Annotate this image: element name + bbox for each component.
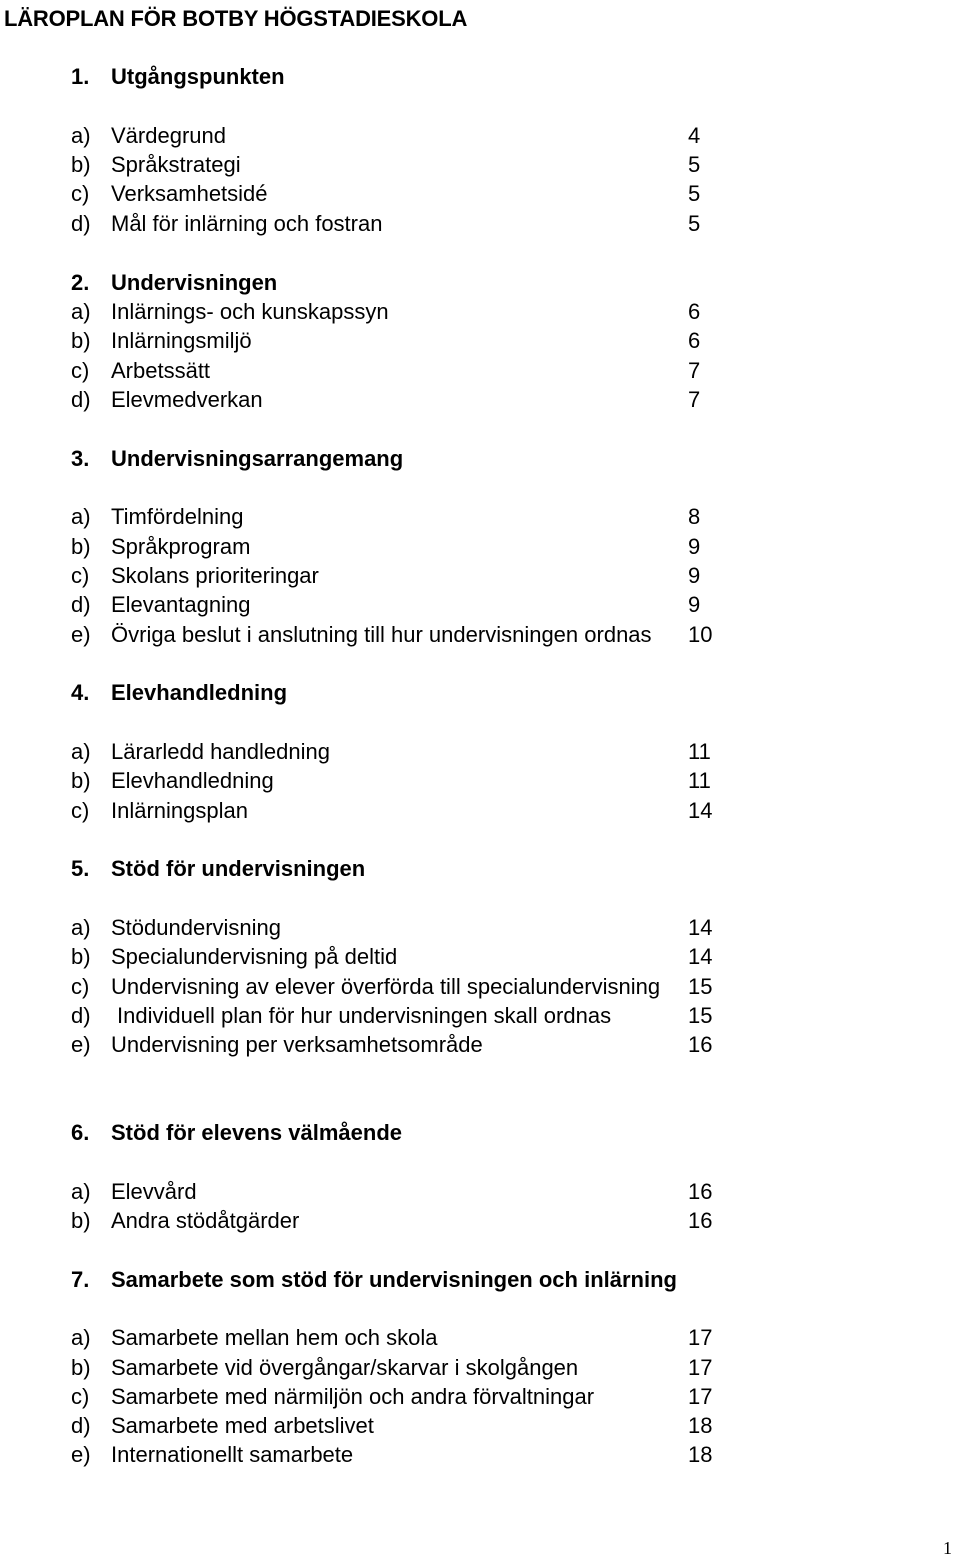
- entry-page: 5: [688, 181, 701, 206]
- entry-page: 5: [688, 152, 701, 177]
- entry-page: 6: [688, 299, 701, 324]
- entry-letter: a): [71, 1179, 91, 1204]
- entry-text: Stödundervisning: [111, 915, 282, 940]
- entry-page: 15: [688, 1003, 713, 1028]
- entry-text: Undervisning per verksamhetsområde: [111, 1032, 483, 1057]
- entry-letter: c): [71, 1384, 90, 1409]
- entry-text: Inlärningsplan: [111, 798, 248, 823]
- entry-page: 8: [688, 504, 701, 529]
- section-title: Stöd för undervisningen: [111, 856, 366, 881]
- entry-text: Timfördelning: [111, 504, 244, 529]
- entry-text: Arbetssätt: [111, 358, 211, 383]
- entry-letter: c): [71, 181, 90, 206]
- entry-page: 6: [688, 328, 701, 353]
- entry-text: Skolans prioriteringar: [111, 563, 319, 588]
- entry-page: 14: [688, 944, 713, 969]
- section-title: Stöd för elevens välmående: [111, 1120, 402, 1145]
- entry-text: Samarbete mellan hem och skola: [111, 1325, 438, 1350]
- entry-page: 10: [688, 622, 713, 647]
- entry-letter: c): [71, 563, 90, 588]
- entry-letter: b): [71, 1355, 91, 1380]
- entry-text: Värdegrund: [111, 123, 226, 148]
- entry-letter: d): [71, 1413, 91, 1438]
- entry-text: Undervisning av elever överförda till specialundervisning: [111, 974, 661, 999]
- section-title: Elevhandledning: [111, 680, 288, 705]
- entry-text: Samarbete vid övergångar/skarvar i skolgången: [111, 1355, 579, 1380]
- entry-letter: c): [71, 358, 90, 383]
- section-number: 2.: [71, 270, 90, 295]
- entry-letter: d): [71, 1003, 91, 1028]
- entry-text: Individuell plan för hur undervisningen skall ordnas: [117, 1003, 612, 1028]
- entry-letter: b): [71, 768, 91, 793]
- entry-page: 9: [688, 563, 701, 588]
- entry-page: 9: [688, 534, 701, 559]
- entry-page: 4: [688, 123, 701, 148]
- section-number: 1.: [71, 64, 90, 89]
- entry-letter: a): [71, 504, 91, 529]
- entry-letter: c): [71, 974, 90, 999]
- entry-letter: b): [71, 534, 91, 559]
- entry-letter: a): [71, 123, 91, 148]
- entry-page: 17: [688, 1325, 713, 1350]
- entry-letter: b): [71, 152, 91, 177]
- entry-text: Samarbete med närmiljön och andra förvaltningar: [111, 1384, 595, 1409]
- section-title: Utgångspunkten: [111, 64, 285, 89]
- entry-text: Språkstrategi: [111, 152, 241, 177]
- entry-page: 17: [688, 1355, 713, 1380]
- entry-text: Språkprogram: [111, 534, 251, 559]
- entry-page: 18: [688, 1442, 713, 1467]
- entry-page: 9: [688, 592, 701, 617]
- section-number: 7.: [71, 1267, 90, 1292]
- section-number: 6.: [71, 1120, 90, 1145]
- entry-page: 14: [688, 915, 713, 940]
- section-title: Undervisningen: [111, 270, 278, 295]
- entry-letter: d): [71, 387, 91, 412]
- entry-page: 16: [688, 1208, 713, 1233]
- entry-letter: e): [71, 1032, 91, 1057]
- entry-letter: c): [71, 798, 90, 823]
- entry-letter: e): [71, 1442, 91, 1467]
- section-title: Samarbete som stöd för undervisningen och inlärning: [111, 1267, 677, 1292]
- entry-letter: a): [71, 915, 91, 940]
- page-number: 1: [943, 1538, 952, 1558]
- section-number: 3.: [71, 446, 90, 471]
- entry-text: Inlärningsmiljö: [111, 328, 252, 353]
- entry-text: Inlärnings- och kunskapssyn: [111, 299, 389, 324]
- entry-page: 16: [688, 1032, 713, 1057]
- entry-page: 5: [688, 211, 701, 236]
- entry-letter: e): [71, 622, 91, 647]
- entry-text: Elevantagning: [111, 592, 251, 617]
- entry-letter: b): [71, 944, 91, 969]
- entry-text: Elevvård: [111, 1179, 197, 1204]
- entry-text: Verksamhetsidé: [111, 181, 268, 206]
- entry-letter: a): [71, 299, 91, 324]
- section-number: 5.: [71, 856, 90, 881]
- entry-letter: a): [71, 739, 91, 764]
- entry-text: Internationellt samarbete: [111, 1442, 354, 1467]
- entry-page: 16: [688, 1179, 713, 1204]
- entry-letter: b): [71, 328, 91, 353]
- entry-page: 15: [688, 974, 713, 999]
- entry-text: Elevmedverkan: [111, 387, 263, 412]
- entry-letter: b): [71, 1208, 91, 1233]
- entry-text: Lärarledd handledning: [111, 739, 330, 764]
- entry-letter: d): [71, 592, 91, 617]
- entry-text: Andra stödåtgärder: [111, 1208, 300, 1233]
- entry-text: Övriga beslut i anslutning till hur undervisningen ordnas: [111, 622, 652, 647]
- entry-page: 17: [688, 1384, 713, 1409]
- entry-text: Elevhandledning: [111, 768, 274, 793]
- entry-letter: a): [71, 1325, 91, 1350]
- entry-letter: d): [71, 211, 91, 236]
- entry-page: 11: [688, 768, 711, 793]
- section-title: Undervisningsarrangemang: [111, 446, 404, 471]
- entry-page: 14: [688, 798, 713, 823]
- entry-text: Mål för inlärning och fostran: [111, 211, 383, 236]
- entry-page: 7: [688, 358, 701, 383]
- entry-page: 18: [688, 1413, 713, 1438]
- document-title: LÄROPLAN FÖR BOTBY HÖGSTADIESKOLA: [4, 6, 468, 31]
- section-number: 4.: [71, 680, 90, 705]
- entry-text: Samarbete med arbetslivet: [111, 1413, 374, 1438]
- entry-text: Specialundervisning på deltid: [111, 944, 398, 969]
- entry-page: 7: [688, 387, 701, 412]
- entry-page: 11: [688, 739, 711, 764]
